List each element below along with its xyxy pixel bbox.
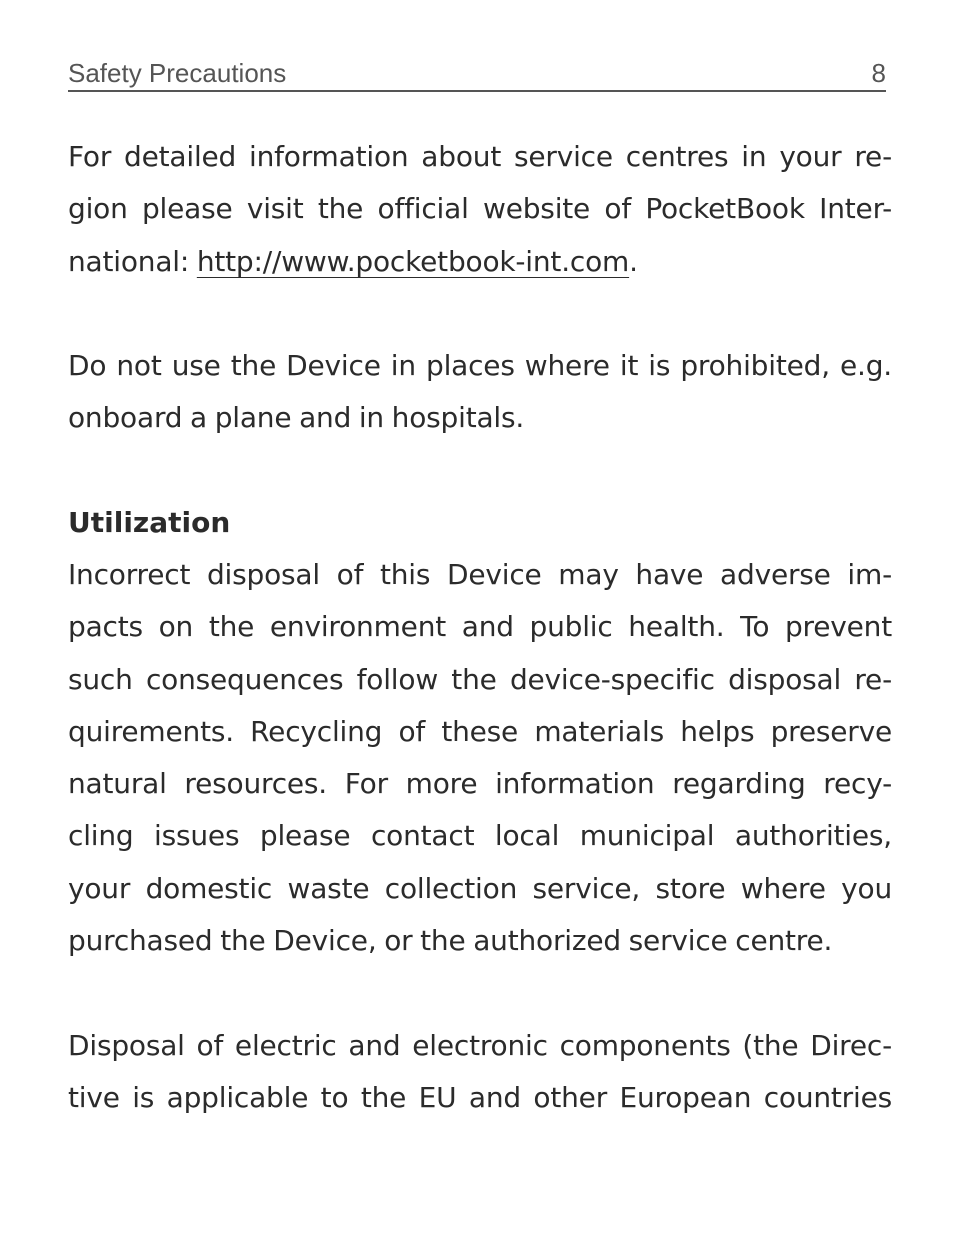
page-header xyxy=(68,56,886,92)
text-line: onboard a plane and in hospitals. xyxy=(68,401,525,435)
text-line: natural resources. For more information regarding recy- xyxy=(68,767,892,801)
text-line: gion please visit the official website of PocketBook Inter- xyxy=(68,192,892,226)
text-line: cling issues please contact local municipal authorities, xyxy=(68,819,892,853)
page-number: 8 xyxy=(871,58,886,88)
paragraph-disposal-directive xyxy=(68,1020,892,1125)
text-line: Incorrect disposal of this Device may have adverse im- xyxy=(68,558,892,591)
text-line xyxy=(68,236,892,288)
website-link[interactable]: http://www.pocketbook-int.com xyxy=(196,244,630,278)
text-line: quirements. Recycling of these materials helps preserve xyxy=(68,714,892,748)
text-line: such consequences follow the device-specific disposal re- xyxy=(68,662,892,696)
text-line: Do not use the Device in places where it is prohibited, e.g. xyxy=(68,349,892,382)
section-heading-utilization: Utilization xyxy=(68,506,231,539)
text-line: tive is applicable to the EU and other European countries xyxy=(68,1081,892,1115)
text-line: pacts on the environment and public health. To prevent xyxy=(68,610,892,644)
text-line: your domestic waste collection service, store where you xyxy=(68,871,892,905)
text-line: Disposal of electric and electronic components (the Direc- xyxy=(68,1029,892,1062)
paragraph-service-centres xyxy=(68,131,892,288)
text-line: purchased the Device, or the authorized service centre. xyxy=(68,924,833,958)
text-fragment: . xyxy=(629,244,638,278)
header-title: Safety Precautions xyxy=(68,58,287,88)
paragraph-utilization xyxy=(68,549,892,967)
text-line: For detailed information about service centres in your re- xyxy=(68,140,892,173)
text-fragment: national: xyxy=(68,244,197,278)
paragraph-prohibited-places xyxy=(68,340,892,445)
